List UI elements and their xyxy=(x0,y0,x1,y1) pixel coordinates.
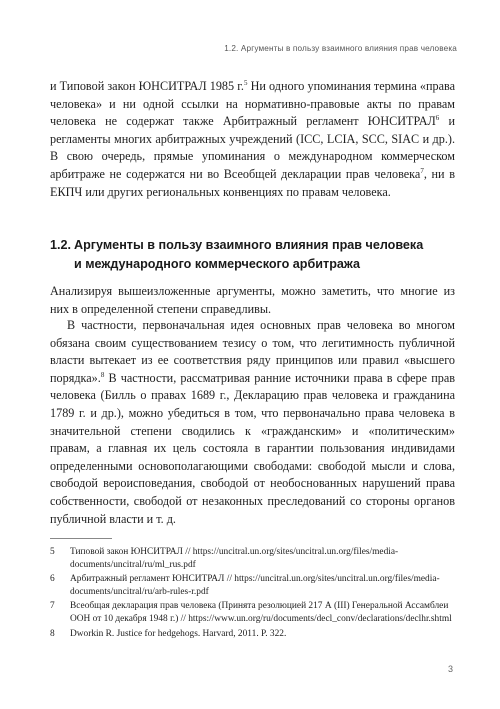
footnote-ref-7[interactable]: 7 xyxy=(420,166,424,175)
p3-text-b: В частности, рассматривая ранние источники права в сфере прав человека (Билль о правах 1689 г., Декларацию прав человека и гражданина 1789 г. и др.), можно убедиться в том, что первоначально права человека в значительной степени сводились к «гражданским» и «политическим» правам, а главная их цель состояла в гарантии пользования индивидами определенными основополагающими свободами: свободой мысли и слова, свободой вероисповедания, свободой от необоснованных нарушений права собственности, свободой от незаконных преследований со стороны органов публичной власти и т. д. xyxy=(50,370,455,526)
section-heading xyxy=(50,236,460,274)
footnote-ref-6[interactable]: 6 xyxy=(435,114,440,123)
footnote-separator xyxy=(50,538,112,539)
footnote-number: 7 xyxy=(50,601,55,612)
footnote-8 xyxy=(50,628,460,641)
p3-text-a: В частности, первоначальная идея основных прав человека во многом обязана своим существованием тезису о том, что легитимность публичной власти вытекает из ее соответствия ряду принципов или правил «высшего порядка». xyxy=(50,318,455,385)
footnote-text[interactable]: Типовой закон ЮНСИТРАЛ // https://uncitral.un.org/sites/uncitral.un.org/files/media-documents/uncitral/ru/ml_rus.pdf xyxy=(70,547,399,570)
paragraph-2: Анализируя вышеизложенные аргументы, можно заметить, что многие из них в определенной степени справедливы. xyxy=(50,284,455,316)
section-title-line-1: Аргументы в пользу взаимного влияния прав человека xyxy=(74,238,424,252)
footnote-ref-8[interactable]: 8 xyxy=(100,370,105,379)
page-number: 3 xyxy=(447,664,453,674)
p1-text-d: , ни в ЕКПЧ или других региональных конвенциях по правам человека. xyxy=(50,166,455,199)
p1-text-c: и регламенты многих арбитражных учреждений (ICC, LCIA, SCC, SIAC и др.). В свою очередь, прямые упоминания о международном коммерческом арбитраже не содержатся ни во Всеобщей декларации прав человека xyxy=(50,114,455,181)
footnote-number: 8 xyxy=(50,628,55,639)
footnote-7 xyxy=(50,600,460,625)
paragraph-1 xyxy=(50,78,455,201)
p1-text-b: Ни одного упоминания термина «права человека» и ни одной ссылки на нормативно-правовые акты по правам человека не содержат также Арбитражный регламент ЮНСИТРАЛ xyxy=(50,79,455,129)
footnote-text: Dworkin R. Justice for hedgehogs. Harvard, 2011. P. 322. xyxy=(70,628,287,639)
footnote-5 xyxy=(50,546,460,571)
footnote-number: 6 xyxy=(50,574,55,585)
running-head: 1.2. Аргументы в пользу взаимного влияния прав человека xyxy=(224,44,457,53)
footnote-text[interactable]: Всеобщая декларация прав человека (Принята резолюцией 217 А (III) Генеральной Ассамблеи ООН от 10 декабря 1948 г.) // https://www.un.org/ru/documents/decl_conv/declarations/declhr.shtml xyxy=(70,601,452,624)
footnotes xyxy=(50,546,460,642)
paragraph-3 xyxy=(50,317,455,528)
footnote-6 xyxy=(50,573,460,598)
footnote-text[interactable]: Арбитражный регламент ЮНСИТРАЛ // https://uncitral.un.org/sites/uncitral.un.org/files/media-documents/uncitral/ru/arb-rules-r.pdf xyxy=(70,574,440,597)
p1-text-a: и Типовой закон ЮНСИТРАЛ 1985 г. xyxy=(50,79,244,93)
section-title-line-2: и международного коммерческого арбитража xyxy=(74,257,360,271)
footnote-ref-5[interactable]: 5 xyxy=(243,78,248,87)
section-number: 1.2. xyxy=(50,238,72,252)
footnote-number: 5 xyxy=(50,547,55,557)
